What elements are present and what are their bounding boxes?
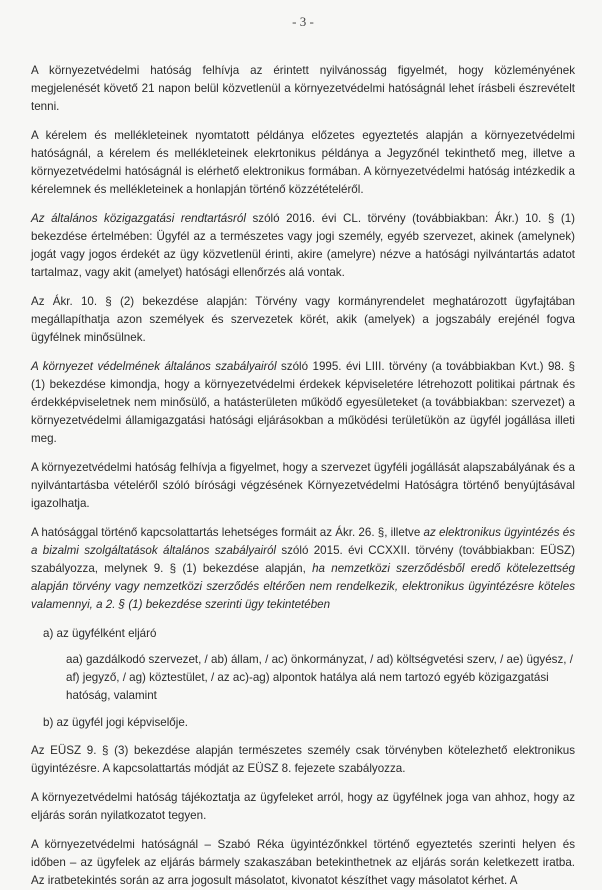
paragraph-akr-10-2: Az Ákr. 10. § (2) bekezdése alapján: Törvény vagy kormányrendelet meghatározott ügyfajtában megállapíthatja azon személyek és szervezetek körét, akik (amelyek) a jogszabály erejénél fogva ügyfélnek minősülnek. bbox=[31, 295, 575, 344]
paragraph-akr-client-definition bbox=[31, 210, 575, 282]
paragraph-text: A hatósággal történő kapcsolattartás lehetséges formáit az Ákr. 26. §, illetve bbox=[31, 526, 424, 539]
paragraph-kvt-98 bbox=[31, 358, 575, 448]
paragraph-organization-status: A környezetvédelmi hatóság felhívja a figyelmet, hogy a szervezet ügyféli jogállását alapszabályának és a nyilvántartásba vételéről szóló bírósági végzésének Környezetvédelmi Hatóságra történő benyújtásával igazolhatja. bbox=[31, 461, 575, 510]
list-item-a: a) az ügyfélként eljáró bbox=[43, 627, 157, 640]
paragraph-contact-forms bbox=[31, 524, 575, 614]
paragraph-statement-right: A környezetvédelmi hatóság tájékoztatja az ügyfeleket arról, hogy az ügyfélnek joga van ahhoz, hogy az eljárás során nyilatkozatot tegyen. bbox=[31, 791, 575, 822]
paragraph-text: szóló 1995. évi LIII. törvény (a továbbiakban Kvt.) 98. § (1) bekezdése kimondja, hogy a környezetvédelmi érdekek képviseletére létrehozott politikai pártnak és érdekképviseletnek nem minősülő, a hatásterületen működő egyesületeket (a továbbiakban: szervezet) a környezetvédelmi államigazgatási hatósági eljárásokban a működési területükön az ügyfél jogállása illeti meg. bbox=[31, 360, 575, 445]
paragraph-file-inspection: A környezetvédelmi hatóságnál – Szabó Réka ügyintézőnkkel történő egyeztetés szerinti helyen és időben – az ügyfelek az eljárás bármely szakaszában betekinthetnek az eljárás során keletkezett iratba. Az iratbetekintés során az arra jogosult másolatot, kivonatot készíthet vagy másolatot kérhet. A bbox=[31, 838, 575, 887]
paragraph-text: szóló 2015. évi CCXXII. törvény (továbbiakban: EÜSZ) szabályozza, melynek 9. § (1) bekezdése alapján, bbox=[31, 544, 575, 575]
paragraph-public-comment: A környezetvédelmi hatóság felhívja az érintett nyilvánosság figyelmét, hogy közleményének megjelenését követő 21 napon belül közvetlenül a környezetvédelmi hatóságnál lehet írásbeli észrevételt tenni. bbox=[31, 64, 575, 113]
paragraph-euesz-9-3: Az EÜSZ 9. § (3) bekezdése alapján természetes személy csak törvényben kötelezhető elektronikus ügyintézésre. A kapcsolattartás módját az EÜSZ 8. fejezete szabályozza. bbox=[31, 744, 575, 775]
paragraph-text: szóló 2016. évi CL. törvény (továbbiakban: Ákr.) 10. § (1) bekezdése értelmében: Ügyfél az a természetes vagy jogi személy, egyéb szervezet, akinek (amelynek) jogát vagy jogos érdekét az ügy közvetlenül érinti, akire (amelyre) nézve a hatósági nyilvántartás adatot tartalmaz, vagy akit (amelyet) hatósági ellenőrzés alá vontak. bbox=[31, 212, 575, 279]
page-number: - 3 - bbox=[292, 14, 314, 29]
law-title-akr: Az általános közigazgatási rendtartásról bbox=[31, 212, 246, 225]
list-item-b: b) az ügyfél jogi képviselője. bbox=[43, 716, 189, 729]
quoted-provision: ha nemzetközi szerződésből eredő kötelezettség alapján törvény vagy nemzetközi szerződés eltérően nem rendelkezik, elektronikus ügyintézésre köteles valamennyi, a 2. § (1) bekezdése szerinti ügy tekintetében bbox=[31, 562, 576, 611]
law-title-euesz: az elektronikus ügyintézés és a bizalmi szolgáltatások általános szabályairól bbox=[31, 526, 575, 557]
law-title-kvt: A környezet védelmének általános szabályairól bbox=[31, 360, 277, 373]
list-subitems-aa-ag: aa) gazdálkodó szervezet, / ab) állam, / ac) önkormányzat, / ad) költségvetési szerv, / ae) ügyész, / af) jegyző, / ag) köztestület, / az ac)-ag) alpontok hatálya alá nem tartozó egyéb közigazgatási hatóság, valamint bbox=[66, 653, 573, 702]
paragraph-application-access: A kérelem és mellékleteinek nyomtatott példánya előzetes egyeztetés alapján a környezetvédelmi hatóságnál, a kérelem és mellékleteinek elekrtonikus példánya a Jegyzőnél tekinthető meg, illetve a környezetvédelmi hatóságnál is elérhető elektronikus formában. A környezetvédelmi hatóság intézkedik a kérelemnek és mellékleteinek a honlapján történő közzétételéről. bbox=[31, 129, 575, 196]
